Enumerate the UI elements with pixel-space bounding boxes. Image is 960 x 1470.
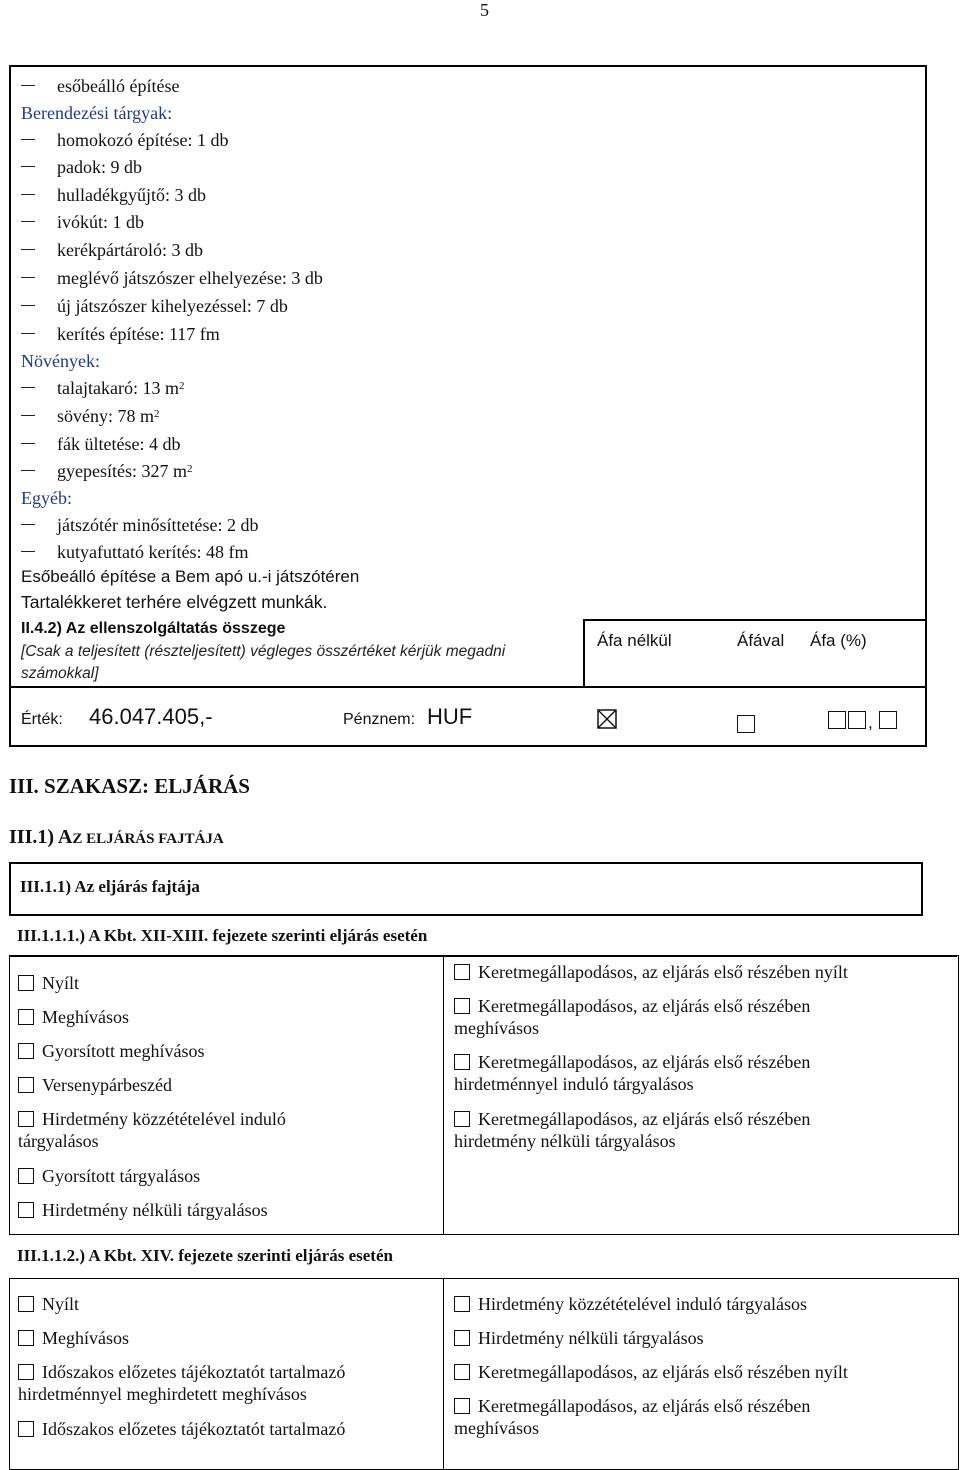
procedure-option[interactable] <box>454 961 848 983</box>
dash-icon <box>21 415 35 416</box>
section-iii1-title <box>9 826 224 849</box>
option-label: Versenypárbeszéd <box>42 1075 172 1095</box>
divider <box>9 955 957 957</box>
checkbox[interactable] <box>18 1111 34 1127</box>
option-label: Nyílt <box>42 1294 80 1314</box>
section-iii1-title-rest: Z ELJÁRÁS FAJTÁJA <box>72 831 224 847</box>
procedure-option[interactable] <box>454 1051 810 1073</box>
checkbox[interactable] <box>18 1077 34 1093</box>
vat-digit-box-2[interactable] <box>848 711 866 729</box>
procedure-option[interactable] <box>454 1395 810 1417</box>
vat-digit-box-3[interactable] <box>879 711 897 729</box>
checkbox[interactable] <box>18 1168 34 1184</box>
list-item-text: meglévő játszószer elhelyezése: 3 db <box>57 268 323 288</box>
divider <box>583 619 585 687</box>
no-vat-checkbox[interactable] <box>597 706 615 727</box>
dash-icon <box>21 277 35 278</box>
checkbox[interactable] <box>454 1296 470 1312</box>
procedure-option[interactable] <box>18 1108 286 1130</box>
list-item <box>21 541 248 563</box>
divider <box>583 619 925 621</box>
list-item-text: játszótér minősíttetése: 2 db <box>57 515 259 535</box>
list-item <box>21 323 220 345</box>
option-label: Hirdetmény nélküli tárgyalásos <box>42 1200 268 1220</box>
list-item-text: kutyafuttató kerítés: 48 fm <box>57 542 249 562</box>
checkbox[interactable] <box>18 1296 34 1312</box>
dash-icon <box>21 443 35 444</box>
list-item-text: fák ültetése: 4 db <box>57 434 181 454</box>
list-item-text: talajtakaró: 13 m <box>57 378 179 398</box>
section-ii42-note-2: számokkal] <box>21 665 99 682</box>
value-label: Érték: <box>21 711 63 728</box>
procedure-option-continuation <box>454 1130 676 1152</box>
list-item-text: sövény: 78 m <box>57 406 154 426</box>
option-label: Meghívásos <box>42 1007 129 1027</box>
checkbox[interactable] <box>454 1330 470 1346</box>
procedure-option-continuation <box>18 1130 99 1152</box>
procedure-option[interactable] <box>454 1361 848 1383</box>
option-label: Keretmegállapodásos, az eljárás első részében <box>478 1396 811 1416</box>
option-label: Gyorsított tárgyalásos <box>42 1166 201 1186</box>
list-item-text: Esőbeálló építése a Bem apó u.-i játszótéren <box>21 567 360 586</box>
currency-value: HUF <box>427 704 473 729</box>
option-label: Keretmegállapodásos, az eljárás első részében <box>478 996 811 1016</box>
procedure-option-continuation <box>18 1383 307 1405</box>
col-vat-percent: Áfa (%) <box>810 631 867 650</box>
section-iii-title: III. SZAKASZ: ELJÁRÁS <box>9 774 250 798</box>
checkbox[interactable] <box>454 964 470 980</box>
list-item <box>21 156 142 178</box>
checkbox[interactable] <box>18 1364 34 1380</box>
option-label: Időszakos előzetes tájékoztatót tartalmazó <box>42 1362 346 1382</box>
checked-box-icon <box>597 709 615 727</box>
list-item <box>21 460 192 482</box>
list-item-text: gyepesítés: 327 m <box>57 461 187 481</box>
dash-icon <box>21 551 35 552</box>
list-item-text: homokozó építése: 1 db <box>57 130 229 150</box>
option-label: tárgyalásos <box>18 1131 99 1151</box>
procedure-option[interactable] <box>454 995 810 1017</box>
list-item <box>21 514 258 536</box>
text-line <box>21 591 327 613</box>
with-vat-checkbox[interactable] <box>737 715 755 733</box>
option-label: meghívásos <box>454 1018 539 1038</box>
checkbox[interactable] <box>18 1043 34 1059</box>
superscript: 2 <box>154 408 160 420</box>
option-label: meghívásos <box>454 1418 539 1438</box>
list-item-text: új játszószer kihelyezéssel: 7 db <box>57 296 288 316</box>
category-label <box>21 487 72 509</box>
kbt-14-heading: III.1.1.2.) A Kbt. XIV. fejezete szerinti eljárás esetén <box>17 1246 393 1265</box>
list-item <box>21 405 160 427</box>
dash-icon <box>21 139 35 140</box>
list-item <box>21 211 144 233</box>
procedure-option[interactable] <box>18 1293 79 1315</box>
list-item-text: ivókút: 1 db <box>57 212 145 232</box>
page-number: 5 <box>480 0 489 20</box>
dash-icon <box>21 249 35 250</box>
list-item-text: hulladékgyűjtő: 3 db <box>57 185 206 205</box>
list-item <box>21 239 203 261</box>
procedure-option[interactable] <box>18 972 79 994</box>
category-label <box>21 102 172 124</box>
dash-icon <box>21 524 35 525</box>
procedure-option-continuation <box>454 1073 694 1095</box>
list-item-text: kerítés építése: 117 fm <box>57 324 220 344</box>
checkbox[interactable] <box>18 1421 34 1437</box>
procedure-option[interactable] <box>18 1418 345 1440</box>
procedure-option-continuation <box>454 1017 539 1039</box>
option-label: hirdetménnyel induló tárgyalásos <box>454 1074 694 1094</box>
text-line <box>21 566 359 588</box>
option-label: Hirdetmény közzétételével induló tárgyalásos <box>478 1294 808 1314</box>
list-item <box>21 433 180 455</box>
checkbox[interactable] <box>18 975 34 991</box>
dash-icon <box>21 333 35 334</box>
superscript: 2 <box>178 380 185 392</box>
list-item <box>21 129 228 151</box>
list-item-text: esőbeálló építése <box>57 76 180 96</box>
checkbox[interactable] <box>18 1009 34 1025</box>
col-with-vat: Áfával <box>737 631 785 650</box>
list-item-text: Tartalékkeret terhére elvégzett munkák. <box>21 592 328 612</box>
vat-digit-box-1[interactable] <box>828 711 846 729</box>
option-label: Időszakos előzetes tájékoztatót tartalmazó <box>42 1419 346 1439</box>
list-item-text: padok: 9 db <box>57 157 142 177</box>
currency-label: Pénznem: <box>343 711 416 728</box>
checkbox[interactable] <box>454 998 470 1014</box>
dash-icon <box>21 470 35 471</box>
superscript: 2 <box>186 463 193 475</box>
checkbox[interactable] <box>18 1202 34 1218</box>
procedure-kind-heading: III.1.1) Az eljárás fajtája <box>20 877 200 896</box>
checkbox[interactable] <box>454 1111 470 1127</box>
option-label: hirdetmény nélküli tárgyalásos <box>454 1131 676 1151</box>
option-label: Keretmegállapodásos, az eljárás első részében <box>478 1109 811 1129</box>
dash-icon <box>21 221 35 222</box>
category-label <box>21 350 100 372</box>
option-label: hirdetménnyel meghirdetett meghívásos <box>18 1384 307 1404</box>
dash-icon <box>21 305 35 306</box>
list-item <box>21 75 179 97</box>
dash-icon <box>21 387 35 388</box>
work-items-box <box>9 65 927 747</box>
option-label: Keretmegállapodásos, az eljárás első részében nyílt <box>478 1362 848 1382</box>
list-item <box>21 267 323 289</box>
procedure-option[interactable] <box>18 1165 200 1187</box>
procedure-option[interactable] <box>454 1293 807 1315</box>
procedure-option[interactable] <box>18 1199 268 1221</box>
checkbox[interactable] <box>18 1330 34 1346</box>
procedure-option[interactable] <box>18 1361 345 1383</box>
list-item-text: Egyéb: <box>21 488 72 508</box>
procedure-kind-box <box>9 862 923 916</box>
col-no-vat: Áfa nélkül <box>597 631 672 650</box>
dash-icon <box>21 166 35 167</box>
list-item <box>21 295 288 317</box>
procedure-option[interactable] <box>454 1327 704 1349</box>
list-item <box>21 184 206 206</box>
dash-icon <box>21 194 35 195</box>
option-label: Meghívásos <box>42 1328 129 1348</box>
checkbox[interactable] <box>454 1364 470 1380</box>
option-label: Keretmegállapodásos, az eljárás első részében nyílt <box>478 962 848 982</box>
list-item-text: Növények: <box>21 351 100 371</box>
option-label: Keretmegállapodásos, az eljárás első részében <box>478 1052 811 1072</box>
vat-comma: , <box>868 713 873 732</box>
divider <box>11 686 925 688</box>
option-label: Hirdetmény közzétételével induló <box>42 1109 286 1129</box>
procedure-option[interactable] <box>454 1108 810 1130</box>
list-item <box>21 377 184 399</box>
checkbox[interactable] <box>454 1398 470 1414</box>
dash-icon <box>21 85 35 86</box>
section-ii42-note-1: [Csak a teljesített (részteljesített) végleges összértéket kérjük megadni <box>21 643 506 660</box>
option-label: Gyorsított meghívásos <box>42 1041 205 1061</box>
checkbox[interactable] <box>454 1054 470 1070</box>
list-item-text: Berendezési tárgyak: <box>21 103 173 123</box>
section-iii1-title-prefix: III.1) A <box>9 826 73 848</box>
list-item-text: kerékpártároló: 3 db <box>57 240 203 260</box>
procedure-option[interactable] <box>18 1006 129 1028</box>
value-amount: 46.047.405,- <box>89 704 213 729</box>
section-ii42-heading: II.4.2) Az ellenszolgáltatás összege <box>21 620 286 637</box>
procedure-option[interactable] <box>18 1074 172 1096</box>
procedure-option-continuation <box>454 1417 539 1439</box>
option-label: Hirdetmény nélküli tárgyalásos <box>478 1328 704 1348</box>
procedure-option[interactable] <box>18 1327 129 1349</box>
procedure-option[interactable] <box>18 1040 205 1062</box>
kbt-12-13-heading: III.1.1.1.) A Kbt. XII-XIII. fejezete szerinti eljárás esetén <box>17 926 428 945</box>
option-label: Nyílt <box>42 973 80 993</box>
